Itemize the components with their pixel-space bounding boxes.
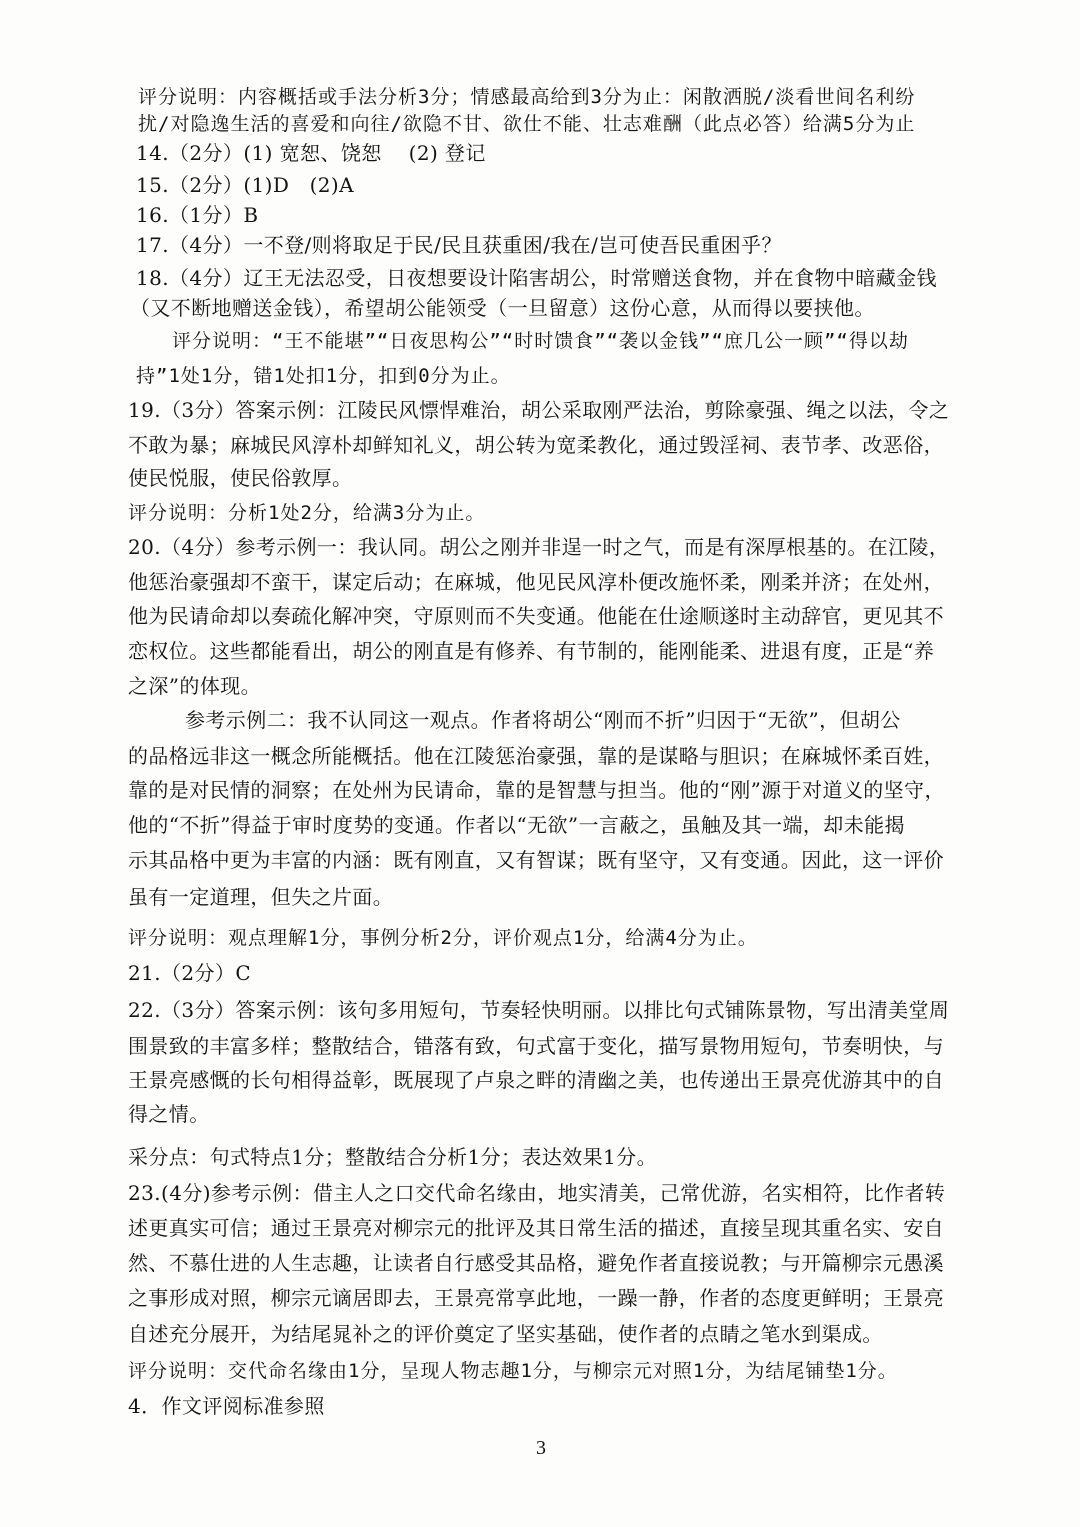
q17-answer: 17.（4分）一不登/则将取足于民/民且获重困/我在/岂可使吾民重困乎？: [136, 233, 782, 257]
q20-example-2-line: 靠的是对民情的洞察；在处州为民请命，靠的是智慧与担当。他的“刚”源于对道义的坚守，: [128, 778, 945, 802]
q23-answer-line: 23.(4分)参考示例：借主人之口交代命名缘由，地实清美，己常优游，名实相符，比作者转: [128, 1181, 946, 1205]
q19-answer-line: 使民悦服，使民俗敦厚。: [128, 466, 353, 490]
q20-example-1-line: 之深”的体现。: [128, 674, 262, 698]
q20-example-2-line: 示其品格中更为丰富的内涵：既有刚直，又有智谋；既有坚守，又有变通。因此，这一评价: [128, 848, 944, 872]
q19-answer-line: 19.（3分）答案示例：江陵民风慓悍难治，胡公采取刚严法治，剪除豪强、绳之以法，令之: [128, 398, 950, 422]
q20-example-1-line: 他为民请命却以奏疏化解冲突，守原则而不失变通。他能在仕途顺遂时主动辞官，更见其不: [128, 604, 944, 628]
q13-scoring-note-line: 扰/对隐逸生活的喜爱和向往/欲隐不甘、欲仕不能、壮志难酬（此点必答）给满5分为止: [138, 113, 916, 135]
q20-example-2-line: 的品格远非这一概念所能概括。他在江陵惩治豪强，靠的是谋略与胆识；在麻城怀柔百姓，: [128, 744, 944, 768]
q18-scoring-note-line: 评分说明：“王不能堪”“日夜思构公”“时时馈食”“袭以金钱”“庶几公一顾”“得以劫: [172, 330, 909, 352]
q23-answer-line: 然、不慕仕进的人生志趣，让读者自行感受其品格，避免作者直接说教；与开篇柳宗元愚溪: [128, 1251, 944, 1275]
q19-answer-line: 不敢为暴；麻城民风淳朴却鲜知礼义，胡公转为宽柔教化，通过毁淫祠、表节孝、改恶俗，: [128, 433, 944, 457]
q19-scoring-note: 评分说明：分析1处2分，给满3分为止。: [128, 502, 486, 524]
q23-answer-line: 述更真实可信；通过王景亮对柳宗元的批评及其日常生活的描述，直接呈现其重名实、安自: [128, 1216, 944, 1240]
q18-answer-line: （又不断地赠送金钱），希望胡公能领受（一旦留意）这份心意，从而得以要挟他。: [130, 296, 875, 320]
q16-answer: 16.（1分）B: [136, 203, 259, 227]
q18-scoring-note-line: 持”1处1分，错1处扣1分，扣到0分为止。: [136, 365, 511, 387]
page-number: 3: [536, 1437, 546, 1459]
q23-answer-line: 自述充分展开，为结尾晁补之的评价奠定了坚实基础，使作者的点睛之笔水到渠成。: [128, 1322, 883, 1346]
section-4-heading: 4．作文评阅标准参照: [128, 1394, 325, 1418]
q20-example-2-line: 虽有一定道理，但失之片面。: [128, 885, 394, 909]
q22-answer-line: 得之情。: [128, 1102, 210, 1126]
q20-example-2-line: 参考示例二：我不认同这一观点。作者将胡公“刚而不折”归因于“无欲”，但胡公: [185, 708, 901, 732]
q14-answer: 14.（2分）(1) 宽恕、饶恕 (2) 登记: [136, 141, 486, 165]
q22-answer-line: 22.（3分）答案示例：该句多用短句，节奏轻快明丽。以排比句式铺陈景物，写出清美堂周: [128, 998, 950, 1022]
q15-answer: 15.（2分）(1)D (2)A: [136, 173, 354, 197]
q21-answer: 21.（2分）C: [128, 961, 252, 985]
q22-answer-line: 围景致的丰富多样；整散结合，错落有致，句式富于变化，描写景物用短句，节奏明快，与: [128, 1034, 944, 1058]
q13-scoring-note-line: 评分说明：内容概括或手法分析3分；情感最高给到3分为止：闲散洒脱/淡看世间名利纷: [138, 86, 916, 108]
q20-example-1-line: 20.（4分）参考示例一：我认同。胡公之刚并非逞一时之气，而是有深厚根基的。在江陵，: [128, 535, 950, 559]
q22-scoring-points: 采分点：句式特点1分；整散结合分析1分；表达效果1分。: [128, 1145, 657, 1169]
q20-example-1-line: 恋权位。这些都能看出，胡公的刚直是有修养、有节制的，能刚能柔、进退有度，正是“养: [128, 639, 935, 663]
q20-example-1-line: 他惩治豪强却不蛮干，谋定后动；在麻城，他见民风淳朴便改施怀柔，刚柔并济；在处州，: [128, 570, 944, 594]
q23-answer-line: 之事形成对照，柳宗元谪居即去，王景亮常享此地，一躁一静，作者的态度更鲜明；王景亮: [128, 1286, 944, 1310]
q22-answer-line: 王景亮感慨的长句相得益彰，既展现了卢泉之畔的清幽之美，也传递出王景亮优游其中的自: [128, 1068, 944, 1092]
q18-answer-line: 18.（4分）辽王无法忍受，日夜想要设计陷害胡公，时常赠送食物，并在食物中暗藏金钱: [136, 266, 937, 290]
q23-scoring-note: 评分说明：交代命名缘由1分，呈现人物志趣1分，与柳宗元对照1分，为结尾铺垫1分。: [128, 1360, 898, 1382]
q20-example-2-line: 他的“不折”得益于审时度势的变通。作者以“无欲”一言蔽之，虽触及其一端，却未能揭: [128, 813, 905, 837]
q20-scoring-note: 评分说明：观点理解1分，事例分析2分，评价观点1分，给满4分为止。: [128, 927, 758, 949]
